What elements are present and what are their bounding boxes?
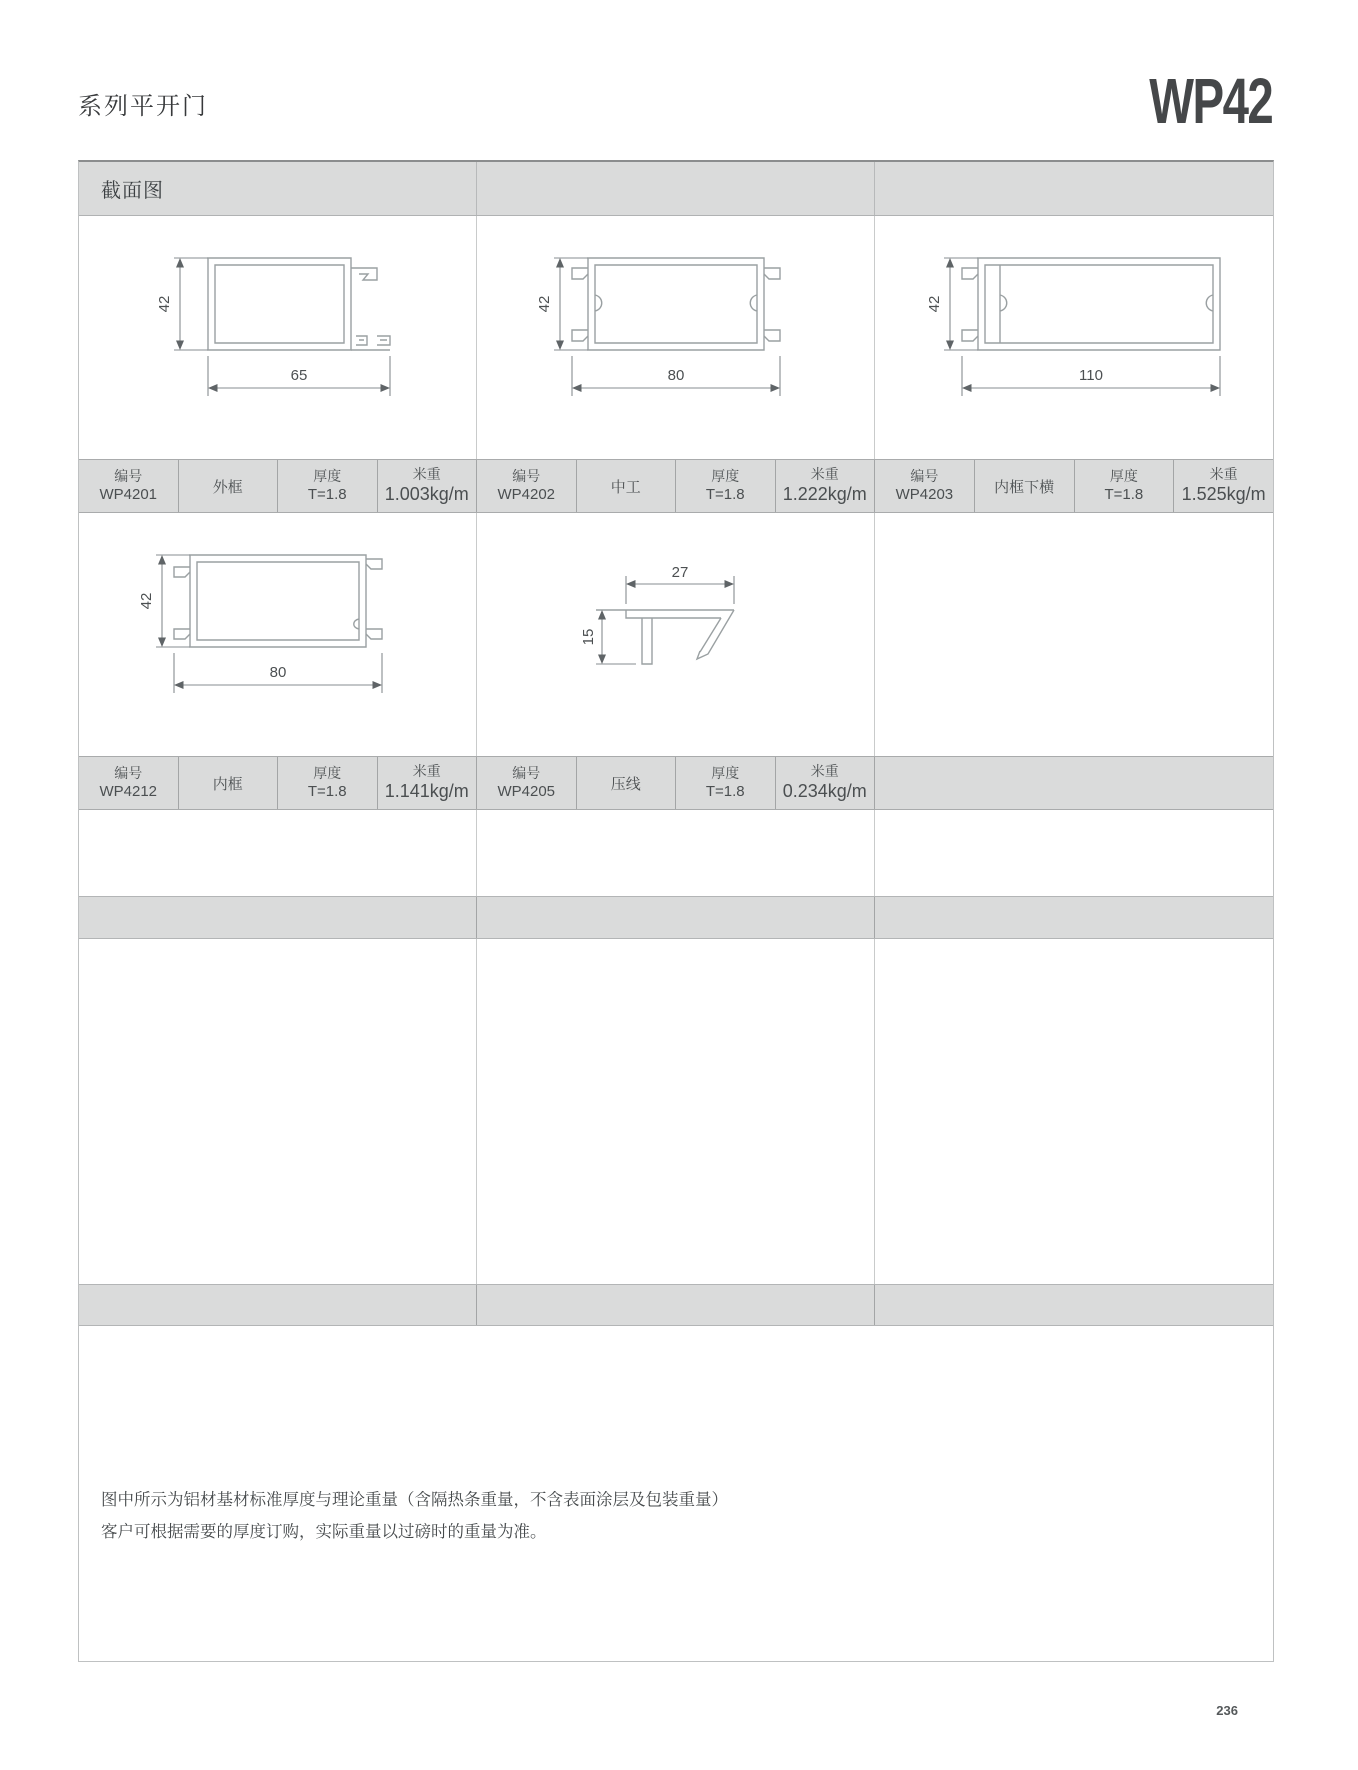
table-header-row bbox=[79, 162, 1273, 216]
empty-cell bbox=[875, 810, 1273, 896]
name-value: 外框 bbox=[212, 478, 243, 496]
code-value: WP4203 bbox=[895, 486, 954, 504]
drawing-cell-wp4203 bbox=[875, 216, 1273, 459]
empty-band-cell bbox=[875, 897, 1273, 938]
thickness-value: T=1.8 bbox=[307, 486, 347, 504]
empty-cell bbox=[79, 810, 477, 896]
empty-band-row-1 bbox=[79, 896, 1273, 939]
thickness-label: 厚度 bbox=[313, 468, 342, 485]
dim-label-height: 42 bbox=[137, 592, 155, 609]
weight-label: 米重 bbox=[412, 763, 441, 780]
code-value: WP4205 bbox=[497, 783, 556, 801]
info-cell-weight bbox=[378, 460, 477, 512]
weight-value: 1.003kg/m bbox=[384, 484, 469, 505]
thickness-label: 厚度 bbox=[313, 765, 342, 782]
empty-band-row-2 bbox=[79, 1284, 1273, 1326]
info-col-empty bbox=[875, 757, 1273, 809]
thickness-label: 厚度 bbox=[711, 468, 740, 485]
drawing-cell-wp4201 bbox=[79, 216, 477, 459]
code-value: WP4202 bbox=[497, 486, 556, 504]
note-text bbox=[79, 1326, 758, 1661]
dim-label-width: 27 bbox=[671, 563, 688, 581]
info-cell-thickness bbox=[676, 757, 776, 809]
profile-drawing-wp4203 bbox=[904, 248, 1244, 428]
dim-label-width: 110 bbox=[1079, 366, 1103, 384]
info-col-wp4203 bbox=[875, 460, 1273, 512]
weight-label: 米重 bbox=[1209, 466, 1238, 483]
empty-band-cell bbox=[79, 897, 477, 938]
empty-band-cell bbox=[477, 1285, 875, 1325]
info-row-1 bbox=[79, 459, 1273, 513]
info-cell-name bbox=[577, 460, 677, 512]
profile-drawing-wp4205 bbox=[556, 560, 796, 710]
info-cell-name bbox=[975, 460, 1075, 512]
empty-row-1 bbox=[79, 810, 1273, 896]
info-col-wp4205 bbox=[477, 757, 875, 809]
code-value: WP4201 bbox=[99, 486, 158, 504]
note-line-1: 图中所示为铝材基材标准厚度与理论重量（含隔热条重量，不含表面涂层及包装重量） bbox=[101, 1491, 728, 1509]
profile-drawing-wp4212 bbox=[128, 545, 428, 725]
header-cell-1 bbox=[79, 162, 477, 215]
info-row-2 bbox=[79, 756, 1273, 810]
thickness-label: 厚度 bbox=[1109, 468, 1138, 485]
info-cell-code bbox=[79, 460, 179, 512]
dim-label-height: 42 bbox=[925, 295, 943, 312]
weight-value: 1.222kg/m bbox=[782, 484, 867, 505]
drawing-cell-wp4212 bbox=[79, 513, 477, 756]
thickness-value: T=1.8 bbox=[705, 783, 745, 801]
info-cell-thickness bbox=[676, 460, 776, 512]
profile-drawing-wp4202 bbox=[526, 248, 826, 428]
name-value: 内框下横 bbox=[994, 478, 1055, 496]
header-cell-2 bbox=[477, 162, 875, 215]
empty-cell bbox=[477, 939, 875, 1284]
thickness-value: T=1.8 bbox=[1104, 486, 1144, 504]
name-value: 中工 bbox=[610, 478, 641, 496]
series-title: 系列平开门 bbox=[78, 93, 208, 120]
code-label: 编号 bbox=[512, 468, 541, 485]
section-header-label: 截面图 bbox=[101, 180, 164, 202]
dim-label-width: 80 bbox=[667, 366, 684, 384]
info-cell-weight bbox=[776, 460, 875, 512]
info-cell-thickness bbox=[1075, 460, 1175, 512]
weight-value: 0.234kg/m bbox=[782, 781, 867, 802]
weight-value: 1.525kg/m bbox=[1181, 484, 1266, 505]
section-table bbox=[78, 160, 1274, 1662]
drawing-row-1 bbox=[79, 216, 1273, 459]
drawing-cell-empty bbox=[875, 513, 1273, 756]
empty-band-cell bbox=[79, 1285, 477, 1325]
profile-drawing-wp4201 bbox=[138, 248, 418, 428]
model-title: WP42 bbox=[1148, 65, 1272, 137]
code-label: 编号 bbox=[512, 765, 541, 782]
empty-band-cell bbox=[875, 1285, 1273, 1325]
drawing-row-2 bbox=[79, 513, 1273, 756]
empty-band-cell bbox=[477, 897, 875, 938]
info-cell-code bbox=[477, 460, 577, 512]
thickness-value: T=1.8 bbox=[307, 783, 347, 801]
info-cell-thickness bbox=[278, 460, 378, 512]
weight-label: 米重 bbox=[412, 466, 441, 483]
info-cell-code bbox=[477, 757, 577, 809]
code-label: 编号 bbox=[114, 765, 143, 782]
name-value: 压线 bbox=[610, 775, 641, 793]
thickness-value: T=1.8 bbox=[705, 486, 745, 504]
info-cell-weight bbox=[378, 757, 477, 809]
info-cell-name bbox=[179, 460, 279, 512]
info-cell-code bbox=[79, 757, 179, 809]
info-col-wp4201 bbox=[79, 460, 477, 512]
info-cell-weight bbox=[776, 757, 875, 809]
info-cell-thickness bbox=[278, 757, 378, 809]
code-value: WP4212 bbox=[99, 783, 158, 801]
dim-label-height: 42 bbox=[155, 295, 173, 312]
note-line-2: 客户可根据需要的厚度订购，实际重量以过磅时的重量为准。 bbox=[101, 1523, 547, 1542]
info-cell-name bbox=[179, 757, 279, 809]
empty-cell bbox=[477, 810, 875, 896]
dim-label-width: 65 bbox=[290, 366, 307, 384]
weight-label: 米重 bbox=[810, 763, 839, 780]
drawing-cell-wp4205 bbox=[477, 513, 875, 756]
code-label: 编号 bbox=[910, 468, 939, 485]
code-label: 编号 bbox=[114, 468, 143, 485]
empty-row-2 bbox=[79, 939, 1273, 1284]
note-row bbox=[79, 1326, 1273, 1661]
info-col-wp4202 bbox=[477, 460, 875, 512]
name-value: 内框 bbox=[212, 775, 243, 793]
header-cell-3 bbox=[875, 162, 1273, 215]
thickness-label: 厚度 bbox=[711, 765, 740, 782]
dim-label-width: 80 bbox=[269, 663, 286, 681]
info-col-wp4212 bbox=[79, 757, 477, 809]
empty-cell bbox=[875, 939, 1273, 1284]
page-number: 236 bbox=[1216, 1703, 1238, 1718]
dim-label-height: 42 bbox=[535, 295, 553, 312]
info-cell-name bbox=[577, 757, 677, 809]
weight-label: 米重 bbox=[810, 466, 839, 483]
dim-label-height: 15 bbox=[579, 628, 597, 645]
info-cell-weight bbox=[1174, 460, 1273, 512]
weight-value: 1.141kg/m bbox=[384, 781, 469, 802]
drawing-cell-wp4202 bbox=[477, 216, 875, 459]
info-cell-code bbox=[875, 460, 975, 512]
empty-cell bbox=[79, 939, 477, 1284]
